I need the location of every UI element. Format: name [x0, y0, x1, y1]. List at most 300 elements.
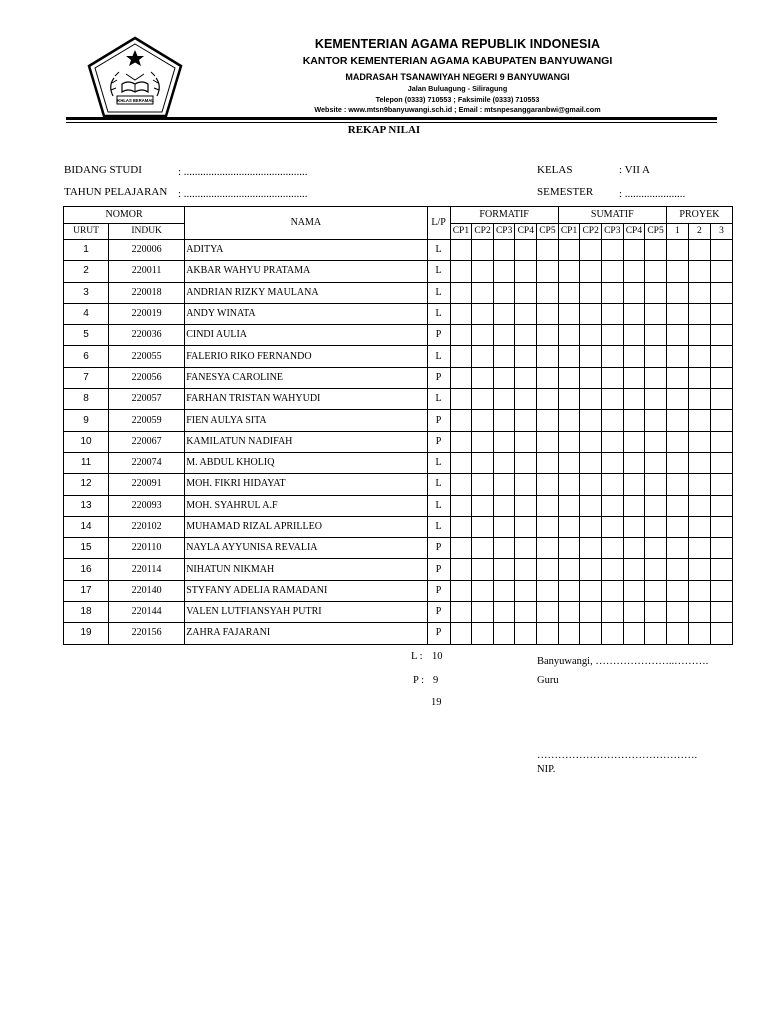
- row-lp: L: [427, 474, 450, 495]
- table-row: [64, 623, 733, 644]
- score-cell-formatif-cp2: [472, 261, 494, 282]
- score-cell-sumatif-cp3: [601, 325, 623, 346]
- score-cell-proyek-1: [666, 495, 688, 516]
- score-cell-sumatif-cp3: [601, 474, 623, 495]
- score-cell-sumatif-cp5: [645, 452, 667, 473]
- score-cell-sumatif-cp3: [601, 580, 623, 601]
- score-cell-sumatif-cp3: [601, 538, 623, 559]
- score-cell-formatif-cp3: [493, 389, 515, 410]
- row-urut: 5: [64, 325, 109, 346]
- row-induk: 220067: [109, 431, 185, 452]
- row-urut: 7: [64, 367, 109, 388]
- score-cell-proyek-2: [688, 410, 710, 431]
- row-lp: L: [427, 346, 450, 367]
- urut-header: URUT: [64, 224, 109, 240]
- score-cell-formatif-cp2: [472, 410, 494, 431]
- score-cell-formatif-cp3: [493, 261, 515, 282]
- score-cell-formatif-cp5: [537, 261, 559, 282]
- table-row: [64, 367, 733, 388]
- score-cell-formatif-cp3: [493, 282, 515, 303]
- school-web-email: Website : www.mtsn9banyuwangi.sch.id ; Email : mtsnpesanggaranbwi@gmail.com: [314, 105, 601, 114]
- row-induk: 220055: [109, 346, 185, 367]
- score-cell-proyek-3: [710, 580, 732, 601]
- row-nama: CINDI AULIA: [185, 325, 427, 346]
- row-nama: FALERIO RIKO FERNANDO: [185, 346, 427, 367]
- score-cell-proyek-2: [688, 389, 710, 410]
- score-cell-proyek-2: [688, 240, 710, 261]
- table-row: [64, 580, 733, 601]
- score-cell-sumatif-cp1: [558, 367, 580, 388]
- male-count-label: L :: [411, 651, 423, 662]
- row-nama: ZAHRA FAJARANI: [185, 623, 427, 644]
- sumatif-header: SUMATIF: [558, 207, 666, 224]
- score-cell-sumatif-cp4: [623, 410, 645, 431]
- table-row: [64, 431, 733, 452]
- semester-label: SEMESTER: [537, 186, 594, 198]
- male-count: 10: [432, 651, 443, 662]
- row-nama: FANESYA CAROLINE: [185, 367, 427, 388]
- score-cell-proyek-3: [710, 410, 732, 431]
- table-row: [64, 474, 733, 495]
- ministry-name: KEMENTERIAN AGAMA REPUBLIK INDONESIA: [314, 37, 601, 51]
- score-cell-proyek-2: [688, 474, 710, 495]
- score-cell-proyek-3: [710, 516, 732, 537]
- score-cell-formatif-cp4: [515, 325, 537, 346]
- tahun-pelajaran-label: TAHUN PELAJARAN: [64, 186, 168, 198]
- score-cell-sumatif-cp2: [580, 495, 602, 516]
- score-cell-sumatif-cp3: [601, 346, 623, 367]
- score-cell-proyek-2: [688, 580, 710, 601]
- sumatif-cp2-header: CP2: [580, 224, 602, 240]
- row-nama: NIHATUN NIKMAH: [185, 559, 427, 580]
- score-cell-proyek-1: [666, 452, 688, 473]
- score-cell-proyek-1: [666, 303, 688, 324]
- proyek-3-header: 3: [710, 224, 732, 240]
- score-cell-sumatif-cp5: [645, 602, 667, 623]
- score-cell-sumatif-cp2: [580, 474, 602, 495]
- score-cell-proyek-3: [710, 303, 732, 324]
- score-cell-sumatif-cp4: [623, 261, 645, 282]
- score-cell-proyek-3: [710, 367, 732, 388]
- score-cell-proyek-1: [666, 282, 688, 303]
- score-cell-formatif-cp3: [493, 559, 515, 580]
- table-row: [64, 495, 733, 516]
- row-nama: MOH. SYAHRUL A.F: [185, 495, 427, 516]
- score-cell-sumatif-cp2: [580, 623, 602, 644]
- score-cell-formatif-cp4: [515, 240, 537, 261]
- score-cell-formatif-cp5: [537, 389, 559, 410]
- row-urut: 17: [64, 580, 109, 601]
- row-urut: 6: [64, 346, 109, 367]
- score-cell-sumatif-cp2: [580, 303, 602, 324]
- row-induk: 220144: [109, 602, 185, 623]
- score-cell-formatif-cp5: [537, 516, 559, 537]
- score-cell-sumatif-cp1: [558, 346, 580, 367]
- score-cell-proyek-2: [688, 303, 710, 324]
- score-cell-formatif-cp5: [537, 303, 559, 324]
- score-cell-formatif-cp4: [515, 303, 537, 324]
- score-cell-sumatif-cp3: [601, 282, 623, 303]
- score-cell-sumatif-cp2: [580, 431, 602, 452]
- score-cell-formatif-cp1: [450, 623, 472, 644]
- score-cell-formatif-cp1: [450, 303, 472, 324]
- score-cell-formatif-cp1: [450, 410, 472, 431]
- score-cell-formatif-cp2: [472, 431, 494, 452]
- row-lp: L: [427, 303, 450, 324]
- score-cell-proyek-3: [710, 602, 732, 623]
- score-cell-formatif-cp5: [537, 474, 559, 495]
- score-cell-formatif-cp1: [450, 282, 472, 303]
- row-induk: 220059: [109, 410, 185, 431]
- proyek-header: PROYEK: [666, 207, 732, 224]
- score-cell-proyek-3: [710, 240, 732, 261]
- row-urut: 16: [64, 559, 109, 580]
- score-cell-sumatif-cp3: [601, 452, 623, 473]
- score-cell-sumatif-cp4: [623, 516, 645, 537]
- score-cell-sumatif-cp5: [645, 367, 667, 388]
- row-nama: ADITYA: [185, 240, 427, 261]
- row-induk: 220074: [109, 452, 185, 473]
- row-nama: MOH. FIKRI HIDAYAT: [185, 474, 427, 495]
- score-cell-sumatif-cp3: [601, 559, 623, 580]
- score-cell-formatif-cp1: [450, 474, 472, 495]
- row-lp: L: [427, 389, 450, 410]
- row-urut: 12: [64, 474, 109, 495]
- row-nama: AKBAR WAHYU PRATAMA: [185, 261, 427, 282]
- score-cell-proyek-3: [710, 346, 732, 367]
- score-cell-formatif-cp2: [472, 282, 494, 303]
- score-cell-formatif-cp5: [537, 538, 559, 559]
- row-lp: L: [427, 516, 450, 537]
- score-cell-formatif-cp4: [515, 602, 537, 623]
- row-nama: ANDY WINATA: [185, 303, 427, 324]
- score-cell-sumatif-cp1: [558, 623, 580, 644]
- document-title: REKAP NILAI: [347, 124, 421, 136]
- score-cell-proyek-1: [666, 346, 688, 367]
- score-cell-proyek-2: [688, 602, 710, 623]
- score-cell-sumatif-cp5: [645, 474, 667, 495]
- score-cell-proyek-3: [710, 389, 732, 410]
- score-cell-proyek-1: [666, 474, 688, 495]
- score-cell-formatif-cp5: [537, 325, 559, 346]
- score-cell-formatif-cp2: [472, 240, 494, 261]
- score-cell-formatif-cp1: [450, 580, 472, 601]
- row-lp: P: [427, 410, 450, 431]
- score-cell-formatif-cp2: [472, 389, 494, 410]
- score-cell-formatif-cp4: [515, 516, 537, 537]
- score-cell-proyek-1: [666, 240, 688, 261]
- score-cell-formatif-cp3: [493, 495, 515, 516]
- row-lp: P: [427, 538, 450, 559]
- score-cell-proyek-2: [688, 367, 710, 388]
- score-cell-sumatif-cp1: [558, 410, 580, 431]
- table-row: [64, 346, 733, 367]
- score-cell-proyek-3: [710, 474, 732, 495]
- kelas-value: : VII A: [619, 164, 650, 176]
- score-cell-formatif-cp4: [515, 538, 537, 559]
- score-cell-formatif-cp2: [472, 346, 494, 367]
- row-lp: L: [427, 261, 450, 282]
- score-cell-proyek-1: [666, 580, 688, 601]
- row-nama: KAMILATUN NADIFAH: [185, 431, 427, 452]
- score-cell-formatif-cp3: [493, 623, 515, 644]
- score-cell-formatif-cp1: [450, 346, 472, 367]
- score-cell-formatif-cp1: [450, 538, 472, 559]
- score-cell-sumatif-cp3: [601, 410, 623, 431]
- row-induk: 220091: [109, 474, 185, 495]
- score-cell-formatif-cp1: [450, 367, 472, 388]
- score-cell-sumatif-cp2: [580, 580, 602, 601]
- row-lp: L: [427, 452, 450, 473]
- score-cell-sumatif-cp5: [645, 325, 667, 346]
- score-cell-sumatif-cp4: [623, 580, 645, 601]
- score-cell-sumatif-cp5: [645, 623, 667, 644]
- score-cell-formatif-cp5: [537, 623, 559, 644]
- score-cell-sumatif-cp2: [580, 346, 602, 367]
- score-cell-sumatif-cp4: [623, 602, 645, 623]
- score-cell-formatif-cp1: [450, 431, 472, 452]
- score-cell-formatif-cp3: [493, 602, 515, 623]
- office-name: KANTOR KEMENTERIAN AGAMA KABUPATEN BANYUWANGI: [302, 55, 613, 67]
- row-lp: L: [427, 495, 450, 516]
- score-cell-sumatif-cp2: [580, 538, 602, 559]
- score-cell-sumatif-cp2: [580, 282, 602, 303]
- score-cell-proyek-3: [710, 325, 732, 346]
- score-cell-sumatif-cp4: [623, 303, 645, 324]
- score-cell-proyek-3: [710, 495, 732, 516]
- score-cell-formatif-cp1: [450, 559, 472, 580]
- formatif-cp5-header: CP5: [537, 224, 559, 240]
- score-cell-proyek-2: [688, 623, 710, 644]
- score-cell-sumatif-cp5: [645, 538, 667, 559]
- score-cell-formatif-cp2: [472, 623, 494, 644]
- signature-place-date: Banyuwangi, …………………..……….: [537, 656, 709, 667]
- score-cell-proyek-1: [666, 538, 688, 559]
- score-cell-formatif-cp2: [472, 325, 494, 346]
- score-cell-sumatif-cp4: [623, 282, 645, 303]
- sumatif-cp1-header: CP1: [558, 224, 580, 240]
- score-cell-sumatif-cp5: [645, 495, 667, 516]
- score-cell-sumatif-cp5: [645, 580, 667, 601]
- score-cell-sumatif-cp1: [558, 559, 580, 580]
- score-cell-sumatif-cp4: [623, 325, 645, 346]
- tahun-pelajaran-value: : .............................................: [178, 188, 308, 200]
- score-cell-sumatif-cp5: [645, 303, 667, 324]
- score-cell-proyek-3: [710, 452, 732, 473]
- score-cell-sumatif-cp1: [558, 325, 580, 346]
- score-cell-proyek-2: [688, 261, 710, 282]
- score-cell-sumatif-cp2: [580, 367, 602, 388]
- score-cell-proyek-2: [688, 452, 710, 473]
- score-cell-sumatif-cp3: [601, 495, 623, 516]
- score-cell-proyek-3: [710, 261, 732, 282]
- score-cell-formatif-cp5: [537, 602, 559, 623]
- score-cell-formatif-cp5: [537, 452, 559, 473]
- semester-value: : ......................: [619, 188, 686, 200]
- score-cell-sumatif-cp5: [645, 282, 667, 303]
- score-cell-formatif-cp2: [472, 495, 494, 516]
- score-cell-formatif-cp1: [450, 452, 472, 473]
- row-nama: NAYLA AYYUNISA REVALIA: [185, 538, 427, 559]
- row-urut: 19: [64, 623, 109, 644]
- table-row: [64, 452, 733, 473]
- signature-role: Guru: [537, 675, 559, 686]
- score-cell-sumatif-cp2: [580, 240, 602, 261]
- table-row: [64, 261, 733, 282]
- score-cell-sumatif-cp4: [623, 559, 645, 580]
- row-induk: 220036: [109, 325, 185, 346]
- row-lp: P: [427, 367, 450, 388]
- score-cell-formatif-cp4: [515, 431, 537, 452]
- score-cell-formatif-cp5: [537, 495, 559, 516]
- score-cell-formatif-cp3: [493, 325, 515, 346]
- score-cell-formatif-cp5: [537, 431, 559, 452]
- score-cell-formatif-cp2: [472, 580, 494, 601]
- row-nama: STYFANY ADELIA RAMADANI: [185, 580, 427, 601]
- score-cell-proyek-1: [666, 559, 688, 580]
- score-cell-sumatif-cp1: [558, 431, 580, 452]
- score-cell-formatif-cp1: [450, 389, 472, 410]
- table-row: [64, 282, 733, 303]
- table-row: [64, 240, 733, 261]
- score-cell-formatif-cp3: [493, 410, 515, 431]
- score-cell-proyek-1: [666, 410, 688, 431]
- score-cell-formatif-cp4: [515, 559, 537, 580]
- score-cell-sumatif-cp5: [645, 431, 667, 452]
- score-cell-formatif-cp1: [450, 602, 472, 623]
- score-cell-sumatif-cp4: [623, 495, 645, 516]
- score-cell-proyek-2: [688, 538, 710, 559]
- score-cell-formatif-cp2: [472, 538, 494, 559]
- score-cell-sumatif-cp5: [645, 516, 667, 537]
- school-address: Jalan Buluagung - Siliragung: [407, 84, 508, 93]
- row-nama: M. ABDUL KHOLIQ: [185, 452, 427, 473]
- score-cell-sumatif-cp2: [580, 410, 602, 431]
- formatif-cp4-header: CP4: [515, 224, 537, 240]
- score-cell-proyek-1: [666, 623, 688, 644]
- row-urut: 9: [64, 410, 109, 431]
- row-lp: L: [427, 282, 450, 303]
- grade-recap-table: [63, 206, 733, 645]
- score-cell-proyek-2: [688, 495, 710, 516]
- sumatif-cp5-header: CP5: [645, 224, 667, 240]
- score-cell-sumatif-cp1: [558, 240, 580, 261]
- score-cell-sumatif-cp3: [601, 389, 623, 410]
- score-cell-formatif-cp3: [493, 474, 515, 495]
- signature-name-line: ……………………………………….: [537, 750, 698, 761]
- score-cell-formatif-cp1: [450, 325, 472, 346]
- row-nama: MUHAMAD RIZAL APRILLEO: [185, 516, 427, 537]
- score-cell-formatif-cp1: [450, 516, 472, 537]
- score-cell-formatif-cp3: [493, 452, 515, 473]
- score-cell-formatif-cp3: [493, 516, 515, 537]
- score-cell-proyek-3: [710, 431, 732, 452]
- score-cell-formatif-cp2: [472, 452, 494, 473]
- score-cell-formatif-cp3: [493, 303, 515, 324]
- proyek-1-header: 1: [666, 224, 688, 240]
- score-cell-formatif-cp4: [515, 261, 537, 282]
- score-cell-sumatif-cp4: [623, 452, 645, 473]
- row-urut: 3: [64, 282, 109, 303]
- letterhead-divider-thin: [66, 122, 717, 123]
- score-cell-sumatif-cp4: [623, 474, 645, 495]
- row-induk: 220018: [109, 282, 185, 303]
- score-cell-sumatif-cp1: [558, 261, 580, 282]
- row-urut: 13: [64, 495, 109, 516]
- formatif-cp1-header: CP1: [450, 224, 472, 240]
- row-urut: 4: [64, 303, 109, 324]
- formatif-cp2-header: CP2: [472, 224, 494, 240]
- score-cell-proyek-3: [710, 538, 732, 559]
- row-urut: 8: [64, 389, 109, 410]
- score-cell-sumatif-cp2: [580, 516, 602, 537]
- row-urut: 18: [64, 602, 109, 623]
- score-cell-sumatif-cp5: [645, 410, 667, 431]
- score-cell-sumatif-cp1: [558, 389, 580, 410]
- score-cell-sumatif-cp3: [601, 516, 623, 537]
- school-phone: Telepon (0333) 710553 ; Faksimile (0333) 710553: [375, 95, 540, 104]
- score-cell-sumatif-cp1: [558, 474, 580, 495]
- score-cell-sumatif-cp3: [601, 303, 623, 324]
- row-induk: 220140: [109, 580, 185, 601]
- score-cell-formatif-cp5: [537, 240, 559, 261]
- score-cell-sumatif-cp4: [623, 346, 645, 367]
- kemenag-logo: [86, 36, 184, 118]
- score-cell-formatif-cp2: [472, 367, 494, 388]
- score-cell-sumatif-cp4: [623, 240, 645, 261]
- score-cell-formatif-cp3: [493, 240, 515, 261]
- row-induk: 220102: [109, 516, 185, 537]
- formatif-cp3-header: CP3: [493, 224, 515, 240]
- table-row: [64, 559, 733, 580]
- logo-ribbon-text: IKHLAS BERAMAL: [116, 98, 154, 103]
- score-cell-sumatif-cp4: [623, 431, 645, 452]
- school-name: MADRASAH TSANAWIYAH NEGERI 9 BANYUWANGI: [345, 72, 570, 82]
- score-cell-formatif-cp4: [515, 495, 537, 516]
- score-cell-sumatif-cp3: [601, 240, 623, 261]
- row-lp: P: [427, 559, 450, 580]
- score-cell-formatif-cp4: [515, 346, 537, 367]
- table-row: [64, 410, 733, 431]
- score-cell-sumatif-cp3: [601, 602, 623, 623]
- row-lp: P: [427, 431, 450, 452]
- score-cell-proyek-2: [688, 325, 710, 346]
- row-induk: 220019: [109, 303, 185, 324]
- row-lp: P: [427, 602, 450, 623]
- kelas-label: KELAS: [537, 164, 573, 176]
- score-cell-formatif-cp3: [493, 538, 515, 559]
- score-cell-proyek-3: [710, 282, 732, 303]
- score-cell-formatif-cp2: [472, 303, 494, 324]
- score-cell-formatif-cp5: [537, 282, 559, 303]
- score-cell-proyek-2: [688, 559, 710, 580]
- row-induk: 220011: [109, 261, 185, 282]
- row-lp: L: [427, 240, 450, 261]
- student-rows: [64, 240, 733, 645]
- nomor-header: NOMOR: [64, 207, 185, 224]
- row-nama: FARHAN TRISTAN WAHYUDI: [185, 389, 427, 410]
- score-cell-formatif-cp2: [472, 602, 494, 623]
- score-cell-sumatif-cp4: [623, 389, 645, 410]
- score-cell-formatif-cp2: [472, 559, 494, 580]
- row-induk: 220093: [109, 495, 185, 516]
- score-cell-formatif-cp3: [493, 580, 515, 601]
- row-urut: 10: [64, 431, 109, 452]
- score-cell-proyek-3: [710, 623, 732, 644]
- score-cell-formatif-cp3: [493, 367, 515, 388]
- score-cell-proyek-1: [666, 602, 688, 623]
- signature-nip: NIP.: [537, 764, 556, 775]
